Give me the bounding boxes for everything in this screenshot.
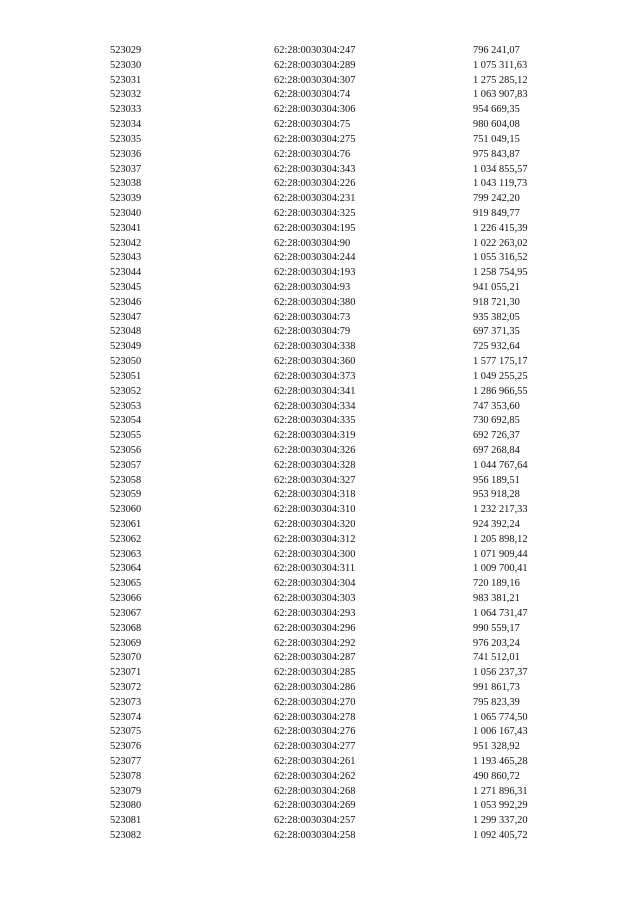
cadastral-value: 1 205 898,12	[473, 533, 528, 545]
table-row	[0, 103, 640, 118]
row-number: 523072	[110, 681, 142, 693]
table-row	[0, 681, 640, 696]
row-number: 523036	[110, 148, 142, 160]
row-number: 523064	[110, 563, 142, 575]
cadastral-number: 62:28:0030304:306	[274, 104, 356, 116]
cadastral-number: 62:28:0030304:73	[274, 311, 351, 323]
cadastral-value: 951 328,92	[473, 741, 520, 753]
table-row	[0, 637, 640, 652]
table-row	[0, 311, 640, 326]
table-row	[0, 592, 640, 607]
table-row	[0, 222, 640, 237]
row-number: 523060	[110, 504, 142, 516]
cadastral-value: 1 064 731,47	[473, 607, 528, 619]
row-number: 523081	[110, 815, 142, 827]
cadastral-value: 730 692,85	[473, 415, 520, 427]
table-row	[0, 74, 640, 89]
row-number: 523045	[110, 282, 142, 293]
cadastral-number: 62:28:0030304:334	[274, 400, 356, 412]
cadastral-value: 975 843,87	[473, 148, 520, 160]
cadastral-number: 62:28:0030304:226	[274, 178, 356, 190]
cadastral-number: 62:28:0030304:380	[274, 296, 356, 308]
cadastral-number: 62:28:0030304:287	[274, 652, 356, 664]
cadastral-value: 1 034 855,57	[473, 163, 528, 175]
table-row	[0, 133, 640, 148]
table-row	[0, 429, 640, 444]
row-number: 523041	[110, 222, 142, 234]
row-number: 523054	[110, 415, 142, 427]
table-row	[0, 370, 640, 385]
row-number: 523071	[110, 667, 142, 679]
table-row	[0, 696, 640, 711]
cadastral-number: 62:28:0030304:268	[274, 785, 356, 797]
table-row	[0, 770, 640, 785]
cadastral-value: 1 275 285,12	[473, 74, 528, 86]
row-number: 523065	[110, 578, 142, 590]
cadastral-value: 990 559,17	[473, 622, 520, 634]
cadastral-value: 1 056 237,37	[473, 667, 528, 679]
cadastral-value: 799 242,20	[473, 193, 520, 205]
row-number: 523062	[110, 533, 142, 545]
table-row	[0, 192, 640, 207]
cadastral-number: 62:28:0030304:231	[274, 193, 356, 205]
table-row	[0, 725, 640, 740]
cadastral-value: 976 203,24	[473, 637, 520, 649]
row-number: 523070	[110, 652, 142, 664]
cadastral-value: 1 006 167,43	[473, 726, 528, 738]
row-number: 523074	[110, 711, 142, 723]
table-row	[0, 148, 640, 163]
table-row	[0, 88, 640, 103]
cadastral-value: 924 392,24	[473, 519, 520, 530]
cadastral-number: 62:28:0030304:311	[274, 563, 356, 575]
cadastral-number: 62:28:0030304:76	[274, 148, 351, 160]
table-row	[0, 548, 640, 563]
table-row	[0, 740, 640, 755]
row-number: 523034	[110, 119, 142, 131]
table-row	[0, 755, 640, 770]
cadastral-value: 1 063 907,83	[473, 89, 528, 101]
cadastral-number: 62:28:0030304:286	[274, 681, 356, 693]
cadastral-number: 62:28:0030304:303	[274, 593, 356, 605]
cadastral-number: 62:28:0030304:312	[274, 533, 356, 545]
row-number: 523038	[110, 178, 142, 190]
row-number: 523055	[110, 430, 142, 442]
cadastral-value: 741 512,01	[473, 652, 520, 664]
cadastral-value: 1 009 700,41	[473, 563, 528, 575]
row-number: 523043	[110, 252, 142, 264]
cadastral-value: 747 353,60	[473, 400, 520, 412]
table-row	[0, 59, 640, 74]
row-number: 523048	[110, 326, 142, 338]
table-row	[0, 503, 640, 518]
cadastral-number: 62:28:0030304:360	[274, 356, 356, 368]
cadastral-number: 62:28:0030304:338	[274, 341, 356, 353]
cadastral-number: 62:28:0030304:307	[274, 74, 356, 86]
cadastral-value: 1 258 754,95	[473, 267, 528, 279]
row-number: 523069	[110, 637, 142, 649]
cadastral-number: 62:28:0030304:292	[274, 637, 356, 649]
row-number: 523082	[110, 830, 142, 842]
cadastral-value: 1 049 255,25	[473, 370, 528, 382]
cadastral-number: 62:28:0030304:319	[274, 430, 356, 442]
cadastral-number: 62:28:0030304:289	[274, 59, 356, 71]
row-number: 523031	[110, 74, 142, 86]
cadastral-number: 62:28:0030304:270	[274, 696, 356, 708]
row-number: 523029	[110, 45, 142, 56]
row-number: 523078	[110, 770, 142, 782]
cadastral-number: 62:28:0030304:262	[274, 770, 356, 782]
row-number: 523039	[110, 193, 142, 205]
row-number: 523073	[110, 696, 142, 708]
cadastral-value: 1 022 263,02	[473, 237, 528, 249]
cadastral-number: 62:28:0030304:300	[274, 548, 356, 560]
cadastral-value: 953 918,28	[473, 489, 520, 501]
row-number: 523057	[110, 459, 142, 471]
row-number: 523075	[110, 726, 142, 738]
cadastral-value: 1 071 909,44	[473, 548, 528, 560]
cadastral-number: 62:28:0030304:90	[274, 237, 351, 249]
cadastral-value: 980 604,08	[473, 119, 520, 131]
cadastral-value: 1 065 774,50	[473, 711, 528, 723]
row-number: 523076	[110, 741, 142, 753]
row-number: 523066	[110, 593, 142, 605]
row-number: 523052	[110, 385, 142, 397]
table-row	[0, 385, 640, 400]
table-row	[0, 562, 640, 577]
cadastral-number: 62:28:0030304:79	[274, 326, 351, 338]
table-row	[0, 414, 640, 429]
cadastral-number: 62:28:0030304:326	[274, 444, 356, 456]
row-number: 523035	[110, 133, 142, 145]
cadastral-number: 62:28:0030304:343	[274, 163, 356, 175]
cadastral-value: 697 371,35	[473, 326, 520, 338]
table-row	[0, 785, 640, 800]
row-number: 523067	[110, 607, 142, 619]
row-number: 523061	[110, 519, 142, 530]
cadastral-value: 1 092 405,72	[473, 830, 528, 842]
cadastral-value: 956 189,51	[473, 474, 520, 486]
cadastral-number: 62:28:0030304:325	[274, 207, 356, 219]
row-number: 523032	[110, 89, 142, 101]
row-number: 523056	[110, 444, 142, 456]
table-row	[0, 207, 640, 222]
cadastral-value: 697 268,84	[473, 444, 520, 456]
row-number: 523080	[110, 800, 142, 812]
table-row	[0, 251, 640, 266]
table-row	[0, 488, 640, 503]
cadastral-value: 720 189,16	[473, 578, 520, 590]
cadastral-number: 62:28:0030304:269	[274, 800, 356, 812]
cadastral-value: 1 044 767,64	[473, 459, 528, 471]
cadastral-number: 62:28:0030304:304	[274, 578, 356, 590]
table-row	[0, 459, 640, 474]
cadastral-number: 62:28:0030304:341	[274, 385, 356, 397]
table-row	[0, 829, 640, 844]
table-row	[0, 296, 640, 311]
cadastral-value: 983 381,21	[473, 593, 520, 605]
row-number: 523044	[110, 267, 142, 279]
cadastral-value: 795 823,39	[473, 696, 520, 708]
table-row	[0, 444, 640, 459]
cadastral-value: 1 053 992,29	[473, 800, 528, 812]
cadastral-number: 62:28:0030304:93	[274, 282, 351, 293]
cadastral-number: 62:28:0030304:275	[274, 133, 356, 145]
cadastral-value: 692 726,37	[473, 430, 520, 442]
cadastral-value: 1 193 465,28	[473, 756, 528, 767]
cadastral-number: 62:28:0030304:373	[274, 370, 356, 382]
table-row	[0, 325, 640, 340]
cadastral-number: 62:28:0030304:74	[274, 89, 351, 101]
table-row	[0, 607, 640, 622]
row-number: 523079	[110, 785, 142, 797]
cadastral-value: 954 669,35	[473, 104, 520, 116]
cadastral-number: 62:28:0030304:257	[274, 815, 356, 827]
cadastral-number: 62:28:0030304:195	[274, 222, 356, 234]
table-row	[0, 577, 640, 592]
table-row	[0, 118, 640, 133]
table-row	[0, 44, 640, 59]
cadastral-number: 62:28:0030304:296	[274, 622, 356, 634]
cadastral-number: 62:28:0030304:193	[274, 267, 356, 279]
cadastral-value: 991 861,73	[473, 681, 520, 693]
cadastral-value: 490 860,72	[473, 770, 520, 782]
row-number: 523051	[110, 370, 142, 382]
cadastral-value: 935 382,05	[473, 311, 520, 323]
row-number: 523050	[110, 356, 142, 368]
row-number: 523068	[110, 622, 142, 634]
row-number: 523053	[110, 400, 142, 412]
row-number: 523077	[110, 756, 142, 767]
table-row	[0, 281, 640, 296]
cadastral-value: 751 049,15	[473, 133, 520, 145]
cadastral-value: 725 932,64	[473, 341, 520, 353]
table-row	[0, 533, 640, 548]
table-row	[0, 340, 640, 355]
row-number: 523063	[110, 548, 142, 560]
cadastral-value: 1 271 896,31	[473, 785, 528, 797]
row-number: 523033	[110, 104, 142, 116]
table-row	[0, 799, 640, 814]
cadastral-number: 62:28:0030304:247	[274, 45, 356, 56]
cadastral-number: 62:28:0030304:328	[274, 459, 356, 471]
row-number: 523059	[110, 489, 142, 501]
cadastral-number: 62:28:0030304:318	[274, 489, 356, 501]
table-row	[0, 474, 640, 489]
table-row	[0, 400, 640, 415]
cadastral-value: 918 721,30	[473, 296, 520, 308]
table-row	[0, 266, 640, 281]
cadastral-value: 1 577 175,17	[473, 356, 528, 368]
cadastral-number: 62:28:0030304:277	[274, 741, 356, 753]
table-row	[0, 814, 640, 829]
table-row	[0, 622, 640, 637]
row-number: 523046	[110, 296, 142, 308]
cadastral-value: 1 299 337,20	[473, 815, 528, 827]
cadastral-value: 1 226 415,39	[473, 222, 528, 234]
cadastral-number: 62:28:0030304:285	[274, 667, 356, 679]
row-number: 523047	[110, 311, 142, 323]
row-number: 523040	[110, 207, 142, 219]
cadastral-number: 62:28:0030304:75	[274, 119, 351, 131]
table-row	[0, 666, 640, 681]
table-row	[0, 355, 640, 370]
cadastral-number: 62:28:0030304:244	[274, 252, 356, 264]
row-number: 523037	[110, 163, 142, 175]
row-number: 523042	[110, 237, 142, 249]
cadastral-number: 62:28:0030304:320	[274, 519, 356, 530]
cadastral-value: 1 286 966,55	[473, 385, 528, 397]
cadastral-number: 62:28:0030304:310	[274, 504, 356, 516]
cadastral-value: 1 043 119,73	[473, 178, 528, 190]
table-row	[0, 237, 640, 252]
cadastral-value: 919 849,77	[473, 207, 520, 219]
table-row	[0, 518, 640, 533]
table-row	[0, 711, 640, 726]
row-number: 523058	[110, 474, 142, 486]
row-number: 523030	[110, 59, 142, 71]
cadastral-number: 62:28:0030304:335	[274, 415, 356, 427]
cadastral-number: 62:28:0030304:327	[274, 474, 356, 486]
cadastral-number: 62:28:0030304:261	[274, 756, 356, 767]
cadastral-value: 1 055 316,52	[473, 252, 528, 264]
table-row	[0, 177, 640, 192]
cadastral-value: 1 232 217,33	[473, 504, 528, 516]
table-row	[0, 651, 640, 666]
row-number: 523049	[110, 341, 142, 353]
cadastral-number: 62:28:0030304:278	[274, 711, 356, 723]
cadastral-table	[0, 44, 640, 844]
cadastral-value: 1 075 311,63	[473, 59, 528, 71]
cadastral-value: 796 241,07	[473, 45, 520, 56]
cadastral-number: 62:28:0030304:276	[274, 726, 356, 738]
cadastral-value: 941 055,21	[473, 282, 520, 293]
table-row	[0, 163, 640, 178]
cadastral-number: 62:28:0030304:293	[274, 607, 356, 619]
cadastral-number: 62:28:0030304:258	[274, 830, 356, 842]
